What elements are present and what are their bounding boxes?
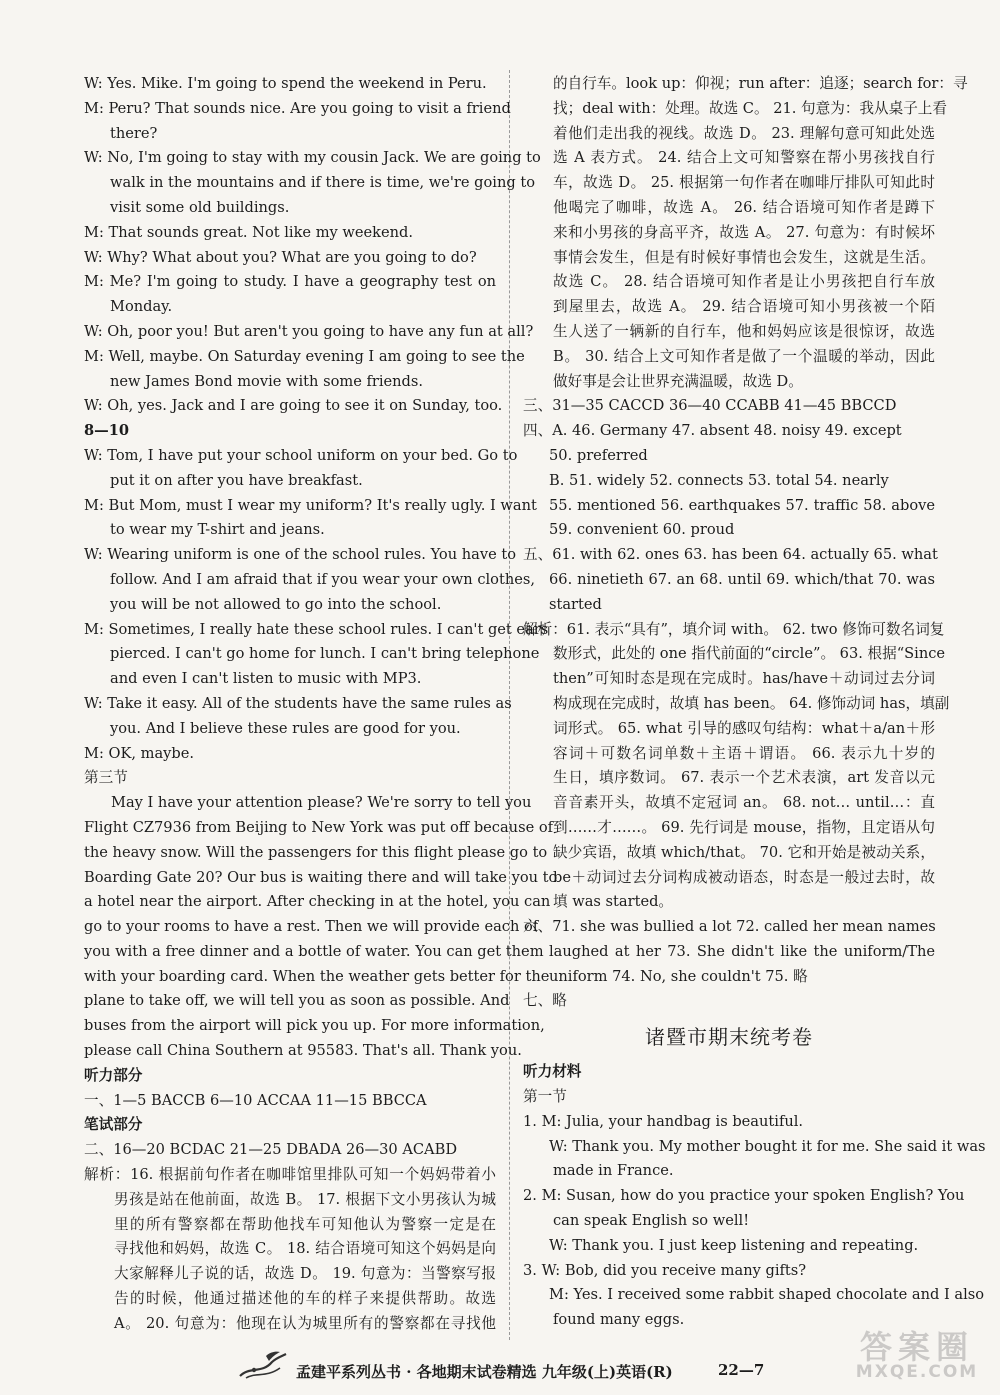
- text-line: buses from the airport will pick you up. For more information,: [84, 1017, 545, 1035]
- text-line: 选 A 表方式。 24. 结合上文可知警察在帮小男孩找自行: [553, 149, 935, 167]
- text-line: 解析：61. 表示“具有”，填介词 with。 62. two 修饰可数名词复: [523, 620, 945, 638]
- text-line: 生日，填序数词。 67. 表示一个艺术表演，art 发音以元: [553, 769, 935, 787]
- text-line: plane to take off, we will tell you as soon as possible. And: [84, 992, 510, 1010]
- text-line: walk in the mountains and if there is time, we're going to: [110, 174, 536, 192]
- text-line: 59. convenient 60. proud: [549, 521, 735, 539]
- text-line: 他喝完了咖啡，故选 A。 26. 结合语境可知作者是蹲下: [553, 198, 935, 216]
- text-line: 告的时候，他通过描述他的车的样子来提供帮助。故选: [114, 1290, 496, 1308]
- text-line: to wear my T-shirt and jeans.: [110, 521, 325, 539]
- text-line: W: Tom, I have put your school uniform on your bed. Go to: [84, 446, 518, 464]
- text-line: W: No, I'm going to stay with my cousin Jack. We are going to: [84, 149, 541, 167]
- text-line: 一、1—5 BACCB 6—10 ACCAA 11—15 BBCCA: [84, 1091, 427, 1109]
- text-line: 五、61. with 62. ones 63. has been 64. actually 65. what: [523, 546, 938, 564]
- text-line: 词形式。 65. what 引导的感叹句结构：what＋a/an＋形: [553, 719, 935, 737]
- text-line: W: Thank you. My mother bought it for me. She said it was: [549, 1137, 986, 1155]
- text-line: and even I can't listen to music with MP3.: [110, 670, 422, 688]
- text-line: 做好事是会让世界充满温暖，故选 D。: [553, 372, 803, 390]
- text-line: M: Well, maybe. On Saturday evening I am going to see the: [84, 347, 525, 365]
- answer-key-block: [523, 72, 968, 1014]
- text-line: 解析：16. 根据前句作者在咖啡馆里排队可知一个妈妈带着小: [84, 1166, 496, 1184]
- book-series-logo-icon: [236, 1348, 288, 1382]
- text-line: with your boarding card. When the weather gets better for the: [84, 967, 550, 985]
- text-line: M: OK, maybe.: [84, 744, 195, 762]
- text-line: 七、略: [523, 992, 567, 1010]
- text-line: 到屋里去，故选 A。 29. 结合语境可知小男孩被一个陌: [553, 298, 935, 316]
- text-line: 第一节: [523, 1088, 567, 1106]
- text-line: B. 51. widely 52. connects 53. total 54. nearly: [549, 471, 889, 489]
- text-line: uniform 74. No, she couldn't 75. 略: [549, 967, 808, 985]
- text-line: W: Oh, yes. Jack and I are going to see it on Sunday, too.: [84, 397, 503, 415]
- text-line: 到……才……。 69. 先行词是 mouse，指物，且定语从句: [553, 818, 935, 836]
- text-line: 里的所有警察都在帮助他找车可知他认为警察一定是在: [114, 1215, 496, 1233]
- text-line: M: Sometimes, I really hate these school rules. I can't get ears: [84, 620, 549, 638]
- text-line: laughed at her 73. She didn't like the uniform/The: [549, 942, 935, 960]
- text-line: W: Why? What about you? What are you going to do?: [84, 248, 477, 266]
- watermark-bottom-text: MXQE.COM: [855, 1362, 979, 1382]
- text-line: you. And I believe these rules are good for you.: [110, 719, 461, 737]
- text-line: Flight CZ7936 from Beijing to New York was put off because of: [84, 818, 554, 836]
- text-line: May I have your attention please? We're sorry to tell you: [111, 794, 532, 812]
- watermark-top-text: 答案圈: [859, 1328, 974, 1366]
- text-line: 听力材料: [523, 1063, 582, 1081]
- listening-material-block: [523, 1060, 986, 1333]
- text-line: put it on after you have breakfast.: [110, 471, 363, 489]
- text-line: go to your rooms to have a rest. Then we will provide each of: [84, 918, 539, 936]
- text-line: pierced. I can't go home for lunch. I can't bring telephone: [110, 645, 540, 663]
- text-line: 的自行车。look up：仰视；run after：追逐；search for：寻: [553, 75, 968, 92]
- text-line: 男孩是站在他前面，故选 B。 17. 根据下文小男孩认为城: [114, 1190, 496, 1208]
- text-line: 来和小男孩的身高平齐，故选 A。 27. 句意为：有时候坏: [553, 223, 935, 241]
- text-line: 大家解释儿子说的话，故选 D。 19. 句意为：当警察写报: [114, 1265, 496, 1283]
- text-line: W: Thank you. I just keep listening and repeating.: [549, 1236, 919, 1254]
- text-line: M: That sounds great. Not like my weekend.: [84, 223, 414, 241]
- text-line: follow. And I am afraid that if you wear your own clothes,: [110, 570, 535, 588]
- text-line: 二、16—20 BCDAC 21—25 DBADA 26—30 ACABD: [84, 1141, 458, 1159]
- text-line: 缺少宾语，故填 which/that。 70. 它和开始是被动关系，: [553, 843, 935, 861]
- text-line: can speak English so well!: [553, 1212, 750, 1230]
- text-line: 听力部分: [84, 1066, 143, 1084]
- text-line: you will be not allowed to go into the school.: [110, 595, 442, 613]
- text-line: B。 30. 结合上文可知作者是做了一个温暖的举动，因此: [553, 347, 935, 365]
- text-line: W: Oh, poor you! But aren't you going to have any fun at all?: [84, 322, 534, 340]
- text-line: then”可知时态是现在完成时。has/have＋动词过去分词: [553, 670, 935, 688]
- text-line: A。 20. 句意为：他现在认为城里所有的警察都在寻找他: [114, 1314, 496, 1332]
- text-line: W: Wearing uniform is one of the school rules. You have to: [84, 546, 517, 564]
- watermark-logo: [842, 1322, 992, 1388]
- text-line: M: Me? I'm going to study. I have a geography test on: [84, 273, 496, 291]
- text-line: 寻找他和妈妈，故选 C。 18. 结合语境可知这个妈妈是向: [114, 1240, 496, 1258]
- text-line: 填 was started。: [553, 893, 674, 911]
- text-line: found many eggs.: [553, 1311, 685, 1329]
- text-line: Boarding Gate 20? Our bus is waiting there and will take you to: [84, 868, 558, 886]
- text-line: 三、31—35 CACCD 36—40 CCABB 41—45 BBCCD: [523, 397, 897, 415]
- text-line: 笔试部分: [84, 1116, 143, 1134]
- text-line: started: [549, 595, 602, 613]
- right-column: [523, 72, 986, 1333]
- page-number: 22—7: [718, 1361, 765, 1379]
- text-line: 事情会发生，但是有时候好事情也会发生，这就是生活。: [553, 248, 935, 266]
- text-line: a hotel near the airport. After checking in at the hotel, you can: [84, 893, 551, 911]
- text-line: 2. M: Susan, how do you practice your spoken English? You: [523, 1187, 965, 1205]
- text-line: 第三节: [84, 769, 128, 787]
- footer-series-title: 孟建平系列丛书 · 各地期末试卷精选 九年级(上)英语(R): [296, 1363, 673, 1381]
- text-line: 六、71. she was bullied a lot 72. called her mean names: [523, 918, 936, 936]
- text-line: W: Yes. Mike. I'm going to spend the weekend in Peru.: [84, 75, 487, 92]
- text-line: 1. M: Julia, your handbag is beautiful.: [523, 1112, 804, 1130]
- text-line: 3. W: Bob, did you receive many gifts?: [523, 1261, 807, 1279]
- text-line: you with a free dinner and a bottle of water. You can get them: [84, 942, 544, 960]
- text-line: 构成现在完成时，故填 has been。 64. 修饰动词 has，填副: [553, 694, 950, 712]
- text-line: new James Bond movie with some friends.: [110, 372, 424, 390]
- text-line: 故选 C。 28. 结合语境可知作者是让小男孩把自行车放: [553, 273, 935, 291]
- text-line: M: But Mom, must I wear my uniform? It's really ugly. I want: [84, 496, 537, 514]
- text-line: there?: [110, 124, 158, 142]
- text-line: 音音素开头，故填不定冠词 an。 68. not… until…：直: [553, 794, 935, 812]
- text-line: 数形式，此处的 one 指代前面的“circle”。 63. 根据“Since: [553, 645, 946, 663]
- text-line: 车，故选 D。 25. 根据第一句作者在咖啡厅排队可知此时: [553, 174, 935, 192]
- text-line: M: Peru? That sounds nice. Are you going to visit a friend: [84, 99, 511, 117]
- text-line: 66. ninetieth 67. an 68. until 69. which/that 70. was: [549, 570, 935, 588]
- text-line: visit some old buildings.: [110, 198, 290, 216]
- text-line: 生人送了一辆新的自行车，他和妈妈应该是很惊讶，故选: [553, 322, 935, 340]
- text-line: 容词＋可数名词单数＋主语＋谓语。 66. 表示九十岁的: [553, 744, 935, 762]
- text-line: made in France.: [553, 1162, 674, 1180]
- text-line: please call China Southern at 95583. That's all. Thank you.: [84, 1042, 522, 1060]
- text-line: W: Take it easy. All of the students have the same rules as: [84, 694, 512, 712]
- text-line: 8—10: [84, 422, 130, 440]
- text-line: be＋动词过去分词构成被动语态，时态是一般过去时，故: [553, 868, 935, 886]
- text-line: 50. preferred: [549, 446, 648, 464]
- text-line: the heavy snow. Will the passengers for this flight please go to: [84, 843, 548, 861]
- section-title: 诸暨市期末统考卷: [645, 1025, 813, 1050]
- text-line: 55. mentioned 56. earthquakes 57. traffic 58. above: [549, 496, 935, 514]
- text-line: 着他们走出我的视线。故选 D。 23. 理解句意可知此处选: [553, 124, 935, 142]
- text-line: Monday.: [110, 298, 173, 316]
- text-line: M: Yes. I received some rabbit shaped chocolate and I also: [549, 1286, 985, 1304]
- text-line: 找；deal with：处理。故选 C。 21. 句意为：我从桌子上看: [553, 99, 947, 117]
- text-line: 四、A. 46. Germany 47. absent 48. noisy 49. except: [523, 422, 902, 440]
